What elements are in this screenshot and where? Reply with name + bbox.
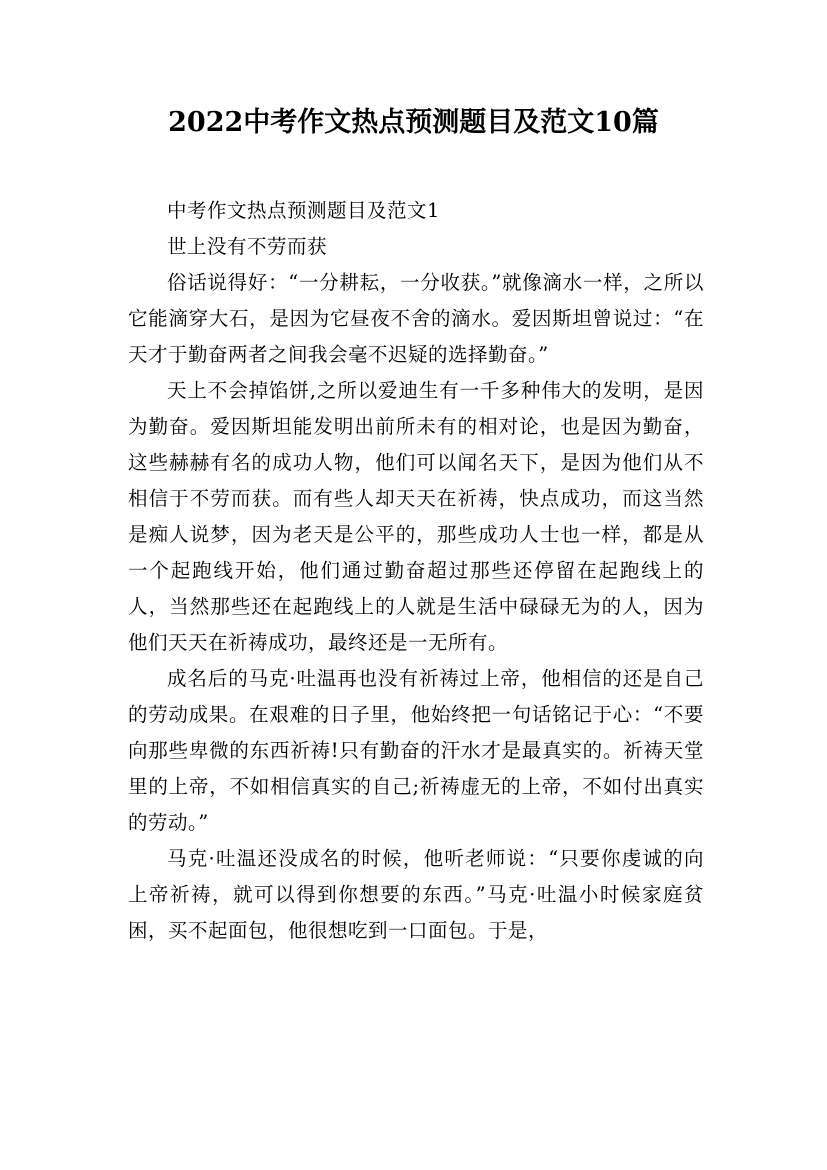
body-paragraph: 天上不会掉馅饼,之所以爱迪生有一千多种伟大的发明，是因为勤奋。爱因斯坦能发明出前所未有的相对论，也是因为勤奋，这些赫赫有名的成功人物，他们可以闻名天下，是因为他们从不相信于不劳而获。而有些人却天天在祈祷，快点成功，而这当然是痴人说梦，因为老天是公平的，那些成功人士也一样，都是从一个起跑线开始，他们通过勤奋超过那些还停留在起跑线上的人，当然那些还在起跑线上的人就是生活中碌碌无为的人，因为他们天天在祈祷成功，最终还是一无所有。 — [128, 379, 704, 654]
body-paragraph: 马克·吐温还没成名的时候，他听老师说：“只要你虔诚的向上帝祈祷，就可以得到你想要的东西。”马克·吐温小时候家庭贫困，买不起面包，他很想吃到一口面包。于是， — [128, 847, 704, 942]
essay-title: 世上没有不劳而获 — [167, 235, 328, 258]
section-heading: 中考作文热点预测题目及范文1 — [167, 199, 440, 222]
document-body — [128, 193, 704, 949]
document-title: 2022中考作文热点预测题目及范文10篇 — [168, 107, 659, 138]
body-paragraph: 成名后的马克·吐温再也没有祈祷过上帝，他相信的还是自己的劳动成果。在艰难的日子里，他始终把一句话铭记于心：“不要向那些卑微的东西祈祷!只有勤奋的汗水才是最真实的。祈祷天堂里的上帝，不如相信真实的自己;祈祷虚无的上帝，不如付出真实的劳动。” — [128, 667, 704, 834]
body-paragraph: 俗话说得好：“一分耕耘，一分收获。”就像滴水一样，之所以它能滴穿大石，是因为它昼夜不舍的滴水。爱因斯坦曾说过：“在天才于勤奋两者之间我会毫不迟疑的选择勤奋。” — [128, 271, 704, 366]
